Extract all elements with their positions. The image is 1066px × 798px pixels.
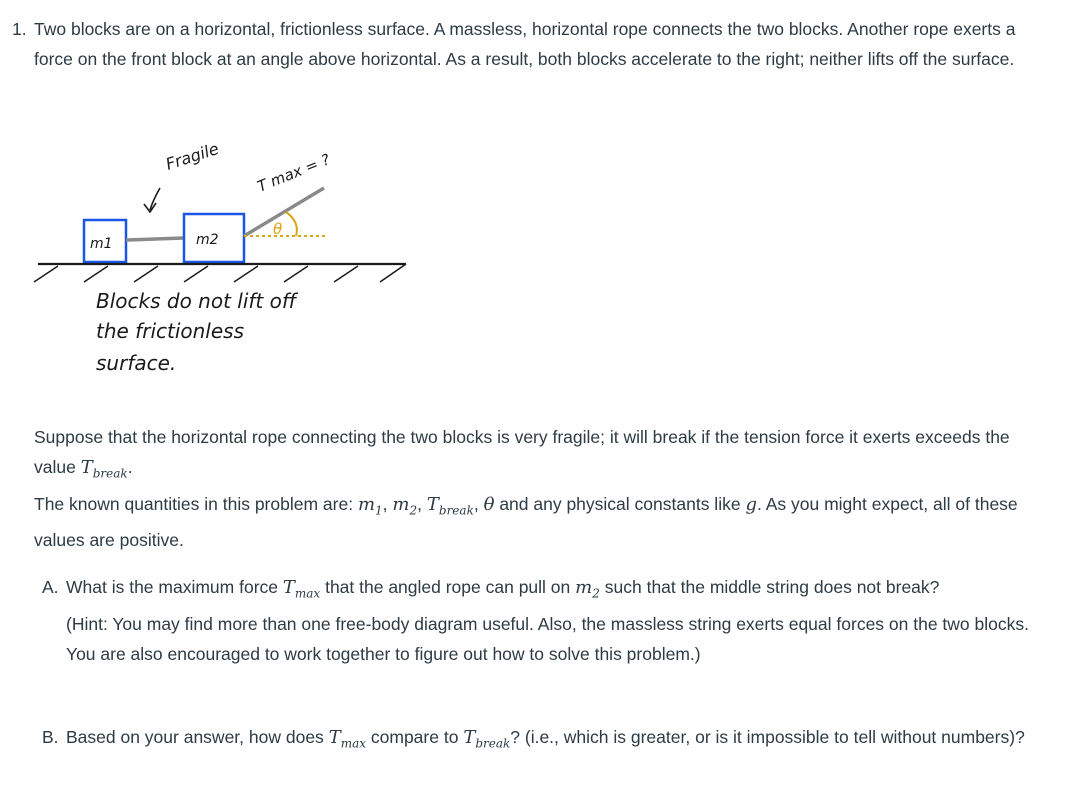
- known-suffix: . As you might expect, all of these values are positive.: [34, 493, 1018, 551]
- tbreak-symbol-b: $T_{break}$: [463, 727, 511, 751]
- note-line-2: the frictionless: [96, 319, 245, 343]
- part-b-question-end: ? (i.e., which is greater, or is it impossible to tell without numbers)?: [510, 727, 1025, 747]
- period: .: [127, 457, 133, 477]
- problem-intro: [12, 14, 1052, 74]
- tmax-symbol-b: $T_{max}$: [328, 727, 367, 751]
- theta-symbol: θ: [483, 493, 495, 515]
- comma-3: ,: [473, 493, 479, 514]
- part-a-question-start: What is the maximum force: [66, 577, 278, 597]
- part-a: [42, 572, 1052, 669]
- ground-hatching: [34, 264, 406, 282]
- part-b-label: B.: [42, 727, 59, 747]
- setup-paragraph: [34, 422, 1054, 555]
- tbreak-symbol: $T_{break}$: [80, 457, 128, 481]
- part-a-question-mid: that the angled rope can pull on: [325, 577, 571, 597]
- block-m2-label: m2: [196, 232, 219, 248]
- tmax-symbol: $T_{max}$: [282, 577, 321, 601]
- tmax-label: T max = ?: [254, 150, 333, 196]
- known-prefix: The known quantities in this problem are:: [34, 493, 354, 514]
- part-b-question-start: Based on your answer, how does: [66, 727, 324, 747]
- note-line-1: Blocks do not lift off: [96, 289, 297, 313]
- angled-rope: [244, 188, 324, 236]
- blocks-diagram: [28, 130, 448, 390]
- part-a-question-end: such that the middle string does not break?: [604, 577, 940, 597]
- m2-symbol-a: $m_2$: [575, 577, 600, 601]
- m1-symbol: $m_1$: [357, 493, 383, 518]
- block-m1-label: m1: [90, 236, 113, 252]
- m2-symbol: $m_2$: [392, 493, 418, 518]
- problem-number: 1.: [12, 19, 27, 39]
- part-a-hint: (Hint: You may find more than one free-body diagram useful. Also, the massless string exerts equal forces on the two blocks. You are also encouraged to work together to figure out how to solve this problem.): [66, 613, 1029, 664]
- t-break-symbol: $T_{break}$: [426, 493, 474, 518]
- problem-intro-text: Two blocks are on a horizontal, frictionless surface. A massless, horizontal rope connects the two blocks. Another rope exerts a force on the front block at an angle above horizontal. As a result, both blocks accelerate to the right; neither lifts off the surface.: [34, 19, 1016, 69]
- fragile-text: Suppose that the horizontal rope connecting the two blocks is very fragile; it will break if the tension force it exerts exceeds the value: [34, 427, 1010, 477]
- comma-1: ,: [382, 493, 388, 514]
- fragile-label: Fragile: [163, 138, 222, 174]
- part-b-question-mid: compare to: [370, 727, 459, 747]
- comma-2: ,: [417, 493, 422, 514]
- note-line-3: surface.: [96, 351, 177, 375]
- part-a-label: A.: [42, 577, 59, 597]
- part-b: [42, 722, 1052, 759]
- known-mid: and any physical constants like: [499, 493, 741, 514]
- connecting-rope: [126, 238, 184, 240]
- theta-arc: [286, 212, 297, 236]
- g-symbol: g: [745, 493, 757, 515]
- theta-label: θ: [273, 220, 283, 238]
- fragile-arrow: [150, 188, 160, 210]
